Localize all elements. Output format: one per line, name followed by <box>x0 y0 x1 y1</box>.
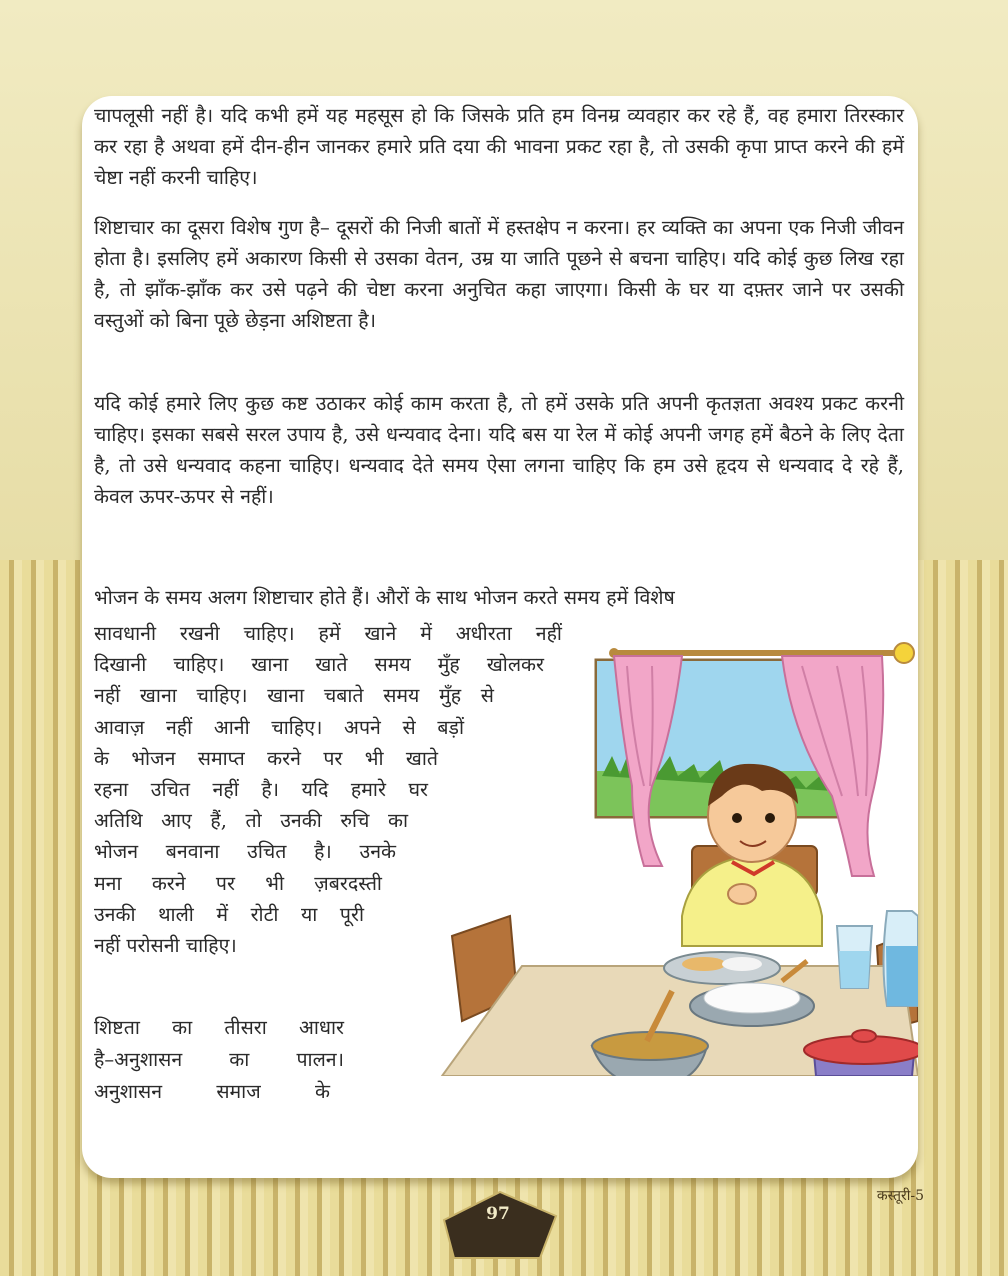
text-line: है–अनुशासन का पालन। <box>94 1048 344 1071</box>
dining-illustration <box>382 626 918 1076</box>
paragraph-5 <box>94 1012 344 1108</box>
paragraph-3: यदि कोई हमारे लिए कुछ कष्ट उठाकर कोई काम करता है, तो हमें उसके प्रति अपनी कृतज्ञता अवश्य प्रकट करनी चाहिए। इसका सबसे सरल उपाय है, उसे धन्यवाद देना। यदि बस या रेल में कोई अपनी जगह हमें बैठने के लिए देता है, तो उसे धन्यवाद कहना चाहिए। धन्यवाद देते समय ऐसा लगना चाहिए कि हम उसे हृदय से धन्यवाद दे रहे हैं, केवल ऊपर-ऊपर से नहीं। <box>94 392 904 508</box>
plate <box>664 952 780 984</box>
text-line: नहीं परोसनी चाहिए। <box>94 934 237 958</box>
paragraph-2: शिष्टाचार का दूसरा विशेष गुण है– दूसरों की निजी बातों में हस्तक्षेप न करना। हर व्यक्ति का अपना एक निजी जीवन होता है। इसलिए हमें अकारण किसी से उसका वेतन, उम्र या जाति पूछने से बचना चाहिए। यदि कोई कुछ लिख रहा है, तो झाँक-झाँक कर उसे पढ़ने की चेष्टा करना अनुचित कहा जाएगा। किसी के घर या दफ़्तर जाने पर उसकी वस्तुओं को बिना पूछे छेड़ना अशिष्टता है। <box>94 216 904 332</box>
paragraph-1: चापलूसी नहीं है। यदि कभी हमें यह महसूस हो कि जिसके प्रति हम विनम्र व्यवहार कर रहे हैं, वह हमारा तिरस्कार कर रहा है अथवा हमें दीन-हीन जानकर हमारे प्रति दया की भावना प्रकट रहा है, तो उसकी कृपा प्राप्त करने की हमें चेष्टा नहीं करनी चाहिए। <box>94 104 904 189</box>
text-page <box>82 96 918 1178</box>
page-number-badge <box>440 1186 560 1264</box>
paragraph-4-first-line: भोजन के समय अलग शिष्टाचार होते हैं। औरों के साथ भोजन करते समय हमें विशेष <box>94 586 675 609</box>
book-label: कस्तूरी-5 <box>876 1188 924 1204</box>
text-line: नहीं खाना चाहिए। खाना चबाते समय मुँह से <box>94 684 494 708</box>
page-number: 97 <box>486 1204 510 1224</box>
text-line: अनुशासन समाज के <box>94 1080 330 1103</box>
text-line: अतिथि आए हैं, तो उनकी रुचि का <box>94 809 408 833</box>
text-line: भोजन बनवाना उचित है। उनके <box>94 840 396 864</box>
text-line: रहना उचित नहीं है। यदि हमारे घर <box>94 778 428 802</box>
water-jug <box>884 911 919 1006</box>
text-line: आवाज़ नहीं आनी चाहिए। अपने से बड़ों <box>94 715 464 739</box>
text-line: उनकी थाली में रोटी या पूरी <box>94 902 364 926</box>
text-line: मना करने पर भी ज़बरदस्ती <box>94 871 382 895</box>
text-line: के भोजन समाप्त करने पर भी खाते <box>94 746 438 770</box>
text-line: दिखानी चाहिए। खाना खाते समय मुँह खोलकर <box>94 653 544 677</box>
text-line: शिष्टता का तीसरा आधार <box>94 1016 344 1039</box>
text-line: सावधानी रखनी चाहिए। हमें खाने में अधीरता नहीं <box>94 622 562 645</box>
water-glass <box>837 926 872 988</box>
